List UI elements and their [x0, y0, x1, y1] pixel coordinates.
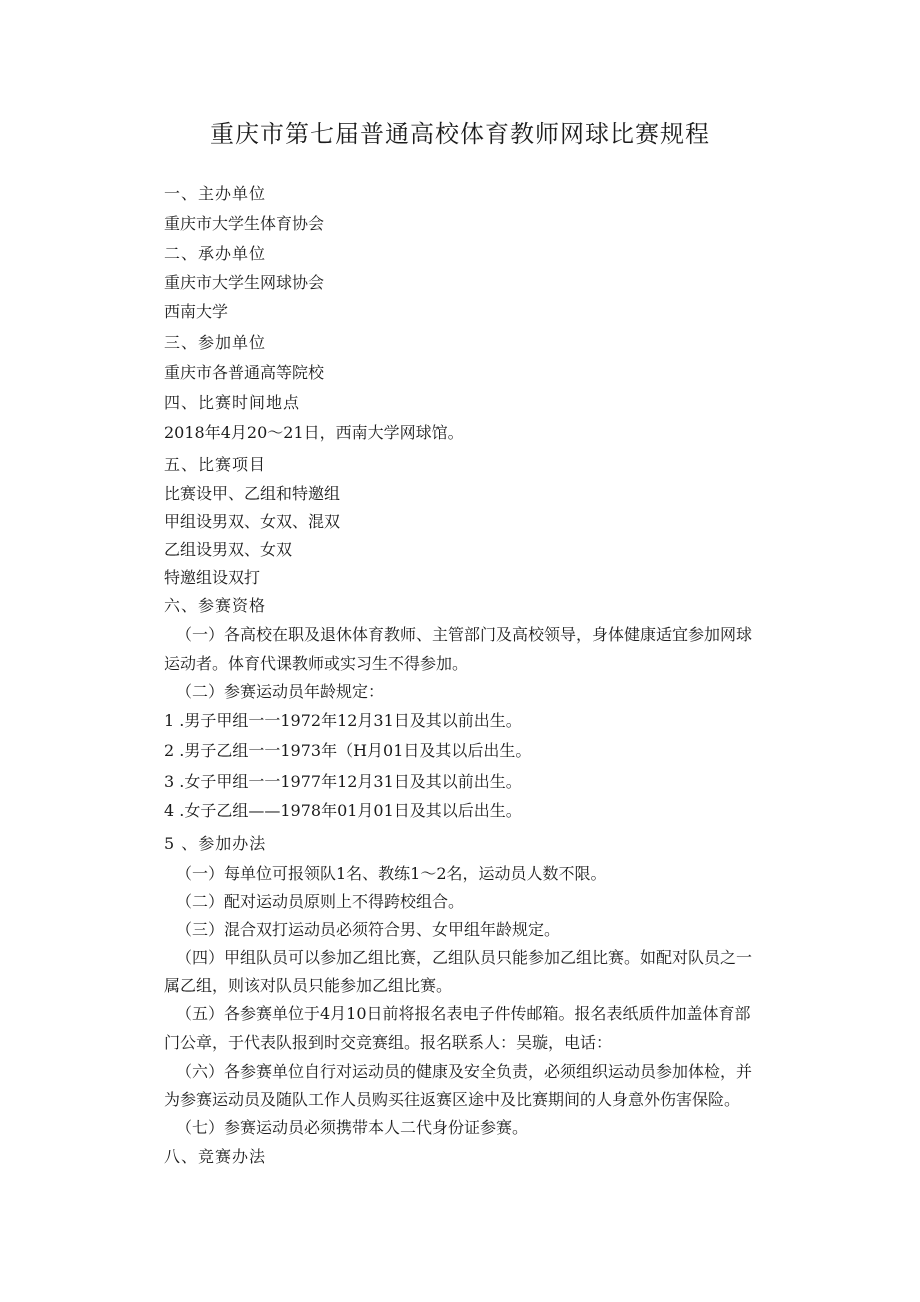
eligibility-para-2: （二）参赛运动员年龄规定：	[176, 682, 385, 701]
entry-rule-4-line-2: 属乙组，则该对队员只能参加乙组比赛。	[164, 976, 453, 995]
section-heading-time-place: 四、比赛时间地点	[164, 393, 301, 412]
entry-rule-4-line-1: （四）甲组队员可以参加乙组比赛，乙组队员只能参加乙组比赛。如配对队员之一	[176, 948, 753, 967]
events-line-2: 甲组设男双、女双、混双	[164, 512, 341, 531]
organizer-name: 重庆市大学生体育协会	[164, 214, 325, 233]
entry-rule-5-line-2: 门公章，于代表队报到时交竞赛组。报名联系人：吴璇，电话：	[164, 1033, 613, 1052]
entry-rule-7: （七）参赛运动员必须携带本人二代身份证参赛。	[176, 1118, 529, 1137]
age-rule-2: 2 .男子乙组一一1973年（H月01日及其以后出生。	[164, 741, 532, 760]
events-line-3: 乙组设男双、女双	[164, 540, 293, 559]
entry-rule-3: （三）混合双打运动员必须符合男、女甲组年龄规定。	[176, 920, 561, 939]
entry-rule-5-line-1: （五）各参赛单位于4月10日前将报名表电子件传邮箱。报名表纸质件加盖体育部	[176, 1004, 751, 1023]
eligibility-para-1-line-2: 运动者。体育代课教师或实习生不得参加。	[164, 654, 469, 673]
events-line-4: 特邀组设双打	[164, 568, 261, 587]
section-heading-eligibility: 六、参赛资格	[164, 596, 267, 615]
eligibility-para-1-line-1: （一）各高校在职及退休体育教师、主管部门及高校领导，身体健康适宜参加网球	[176, 625, 753, 644]
entry-rule-6-line-2: 为参赛运动员及随队工作人员购买往返赛区途中及比赛期间的人身意外伤害保险。	[164, 1090, 741, 1109]
age-rule-3: 3 .女子甲组一一1977年12月31日及其以前出生。	[164, 772, 522, 791]
section-heading-events: 五、比赛项目	[164, 455, 267, 474]
age-rule-4: 4 .女子乙组——1978年01月01日及其以后出生。	[164, 801, 522, 820]
entry-rule-6-line-1: （六）各参赛单位自行对运动员的健康及安全负责，必须组织运动员参加体检，并	[176, 1062, 753, 1081]
time-place-text: 2018年4月20～21日，西南大学网球馆。	[164, 423, 464, 442]
section-heading-host: 二、承办单位	[164, 244, 267, 263]
document-title: 重庆市第七届普通高校体育教师网球比赛规程	[210, 120, 710, 148]
section-heading-competition: 八、竞赛办法	[164, 1147, 267, 1166]
participants-text: 重庆市各普通高等院校	[164, 363, 325, 382]
entry-rule-2: （二）配对运动员原则上不得跨校组合。	[176, 892, 465, 911]
section-heading-participants: 三、参加单位	[164, 333, 267, 352]
host-name-2: 西南大学	[164, 302, 229, 321]
age-rule-1: 1 .男子甲组一一1972年12月31日及其以前出生。	[164, 711, 522, 730]
events-line-1: 比赛设甲、乙组和特邀组	[164, 484, 341, 503]
entry-rule-1: （一）每单位可报领队1名、教练1～2名，运动员人数不限。	[176, 864, 607, 883]
section-heading-organizer: 一、主办单位	[164, 184, 267, 203]
section-heading-entry: 5 、参加办法	[164, 834, 267, 853]
host-name-1: 重庆市大学生网球协会	[164, 273, 325, 292]
